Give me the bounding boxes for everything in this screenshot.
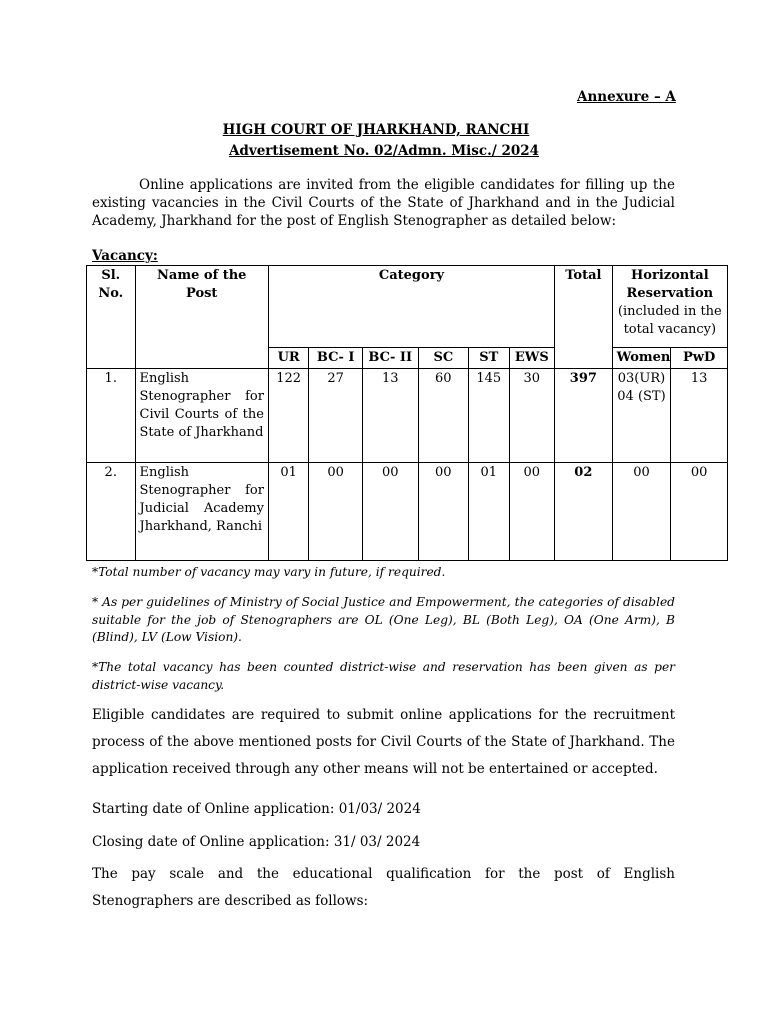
cell-sc: 60 — [418, 369, 469, 463]
cell-bc1: 27 — [309, 369, 363, 463]
vacancy-table — [86, 265, 728, 561]
header-bc2: BC- II — [362, 348, 418, 369]
header-bc1: BC- I — [309, 348, 363, 369]
cell-ur: 122 — [268, 369, 308, 463]
cell-bc1: 00 — [309, 463, 363, 561]
note-vacancy-variation: *Total number of vacancy may vary in future, if required. — [92, 565, 446, 579]
header-ews: EWS — [509, 348, 555, 369]
cell-st: 145 — [469, 369, 509, 463]
cell-ews: 00 — [509, 463, 555, 561]
cell-st: 01 — [469, 463, 509, 561]
cell-pwd: 00 — [671, 463, 728, 561]
cell-sl: 1. — [87, 369, 136, 463]
start-date: Starting date of Online application: 01/03/ 2024 — [92, 801, 421, 817]
intro-paragraph: Online applications are invited from the eligible candidates for filling up the existing vacancies in the Civil Courts of the State of Jharkhand and in the Judicial Academy, Jharkhand for the post of English Stenographer as detailed below: — [92, 177, 675, 229]
cell-women — [612, 369, 671, 463]
header-pwd: PwD — [671, 348, 728, 369]
cell-sc: 00 — [418, 463, 469, 561]
annexure-label: Annexure – A — [577, 89, 676, 105]
cell-ur: 01 — [268, 463, 308, 561]
header-sc: SC — [418, 348, 469, 369]
cell-post: English Stenographer for Judicial Academy Jharkhand, Ranchi — [135, 463, 268, 561]
header-total: Total — [555, 266, 613, 369]
table-row — [87, 463, 728, 561]
cell-post: English Stenographer for Civil Courts of the State of Jharkhand — [135, 369, 268, 463]
header-ur: UR — [268, 348, 308, 369]
header-st: ST — [469, 348, 509, 369]
eligibility-paragraph: Eligible candidates are required to submit online applications for the recruitment process of the above mentioned posts for Civil Courts of the State of Jharkhand. The application received through any other means will not be entertained or accepted. — [92, 707, 675, 777]
pay-scale-paragraph: The pay scale and the educational qualification for the post of English Stenographers are described as follows: — [92, 866, 675, 909]
advertisement-number: Advertisement No. 02/Admn. Misc./ 2024 — [228, 143, 540, 159]
note-disabled-categories: * As per guidelines of Ministry of Social Justice and Empowerment, the categories of disabled suitable for the job of Stenographers are OL (One Leg), BL (Both Leg), OA (One Arm), B (Blind), LV (Low Vision). — [92, 595, 675, 644]
cell-ews: 30 — [509, 369, 555, 463]
header-post: Name of the Post — [135, 266, 268, 369]
cell-total: 397 — [555, 369, 613, 463]
header-women: Women — [612, 348, 671, 369]
closing-date: Closing date of Online application: 31/ 03/ 2024 — [92, 834, 421, 850]
cell-total: 02 — [555, 463, 613, 561]
table-row — [87, 369, 728, 463]
women-line-1: 03(UR) — [617, 371, 666, 386]
vacancy-label: Vacancy: — [92, 248, 158, 264]
header-horizontal-reservation — [612, 266, 727, 348]
cell-sl: 2. — [87, 463, 136, 561]
women-line-2: 04 (ST) — [617, 389, 666, 404]
header-sl-no: Sl. No. — [87, 266, 136, 369]
cell-bc2: 13 — [362, 369, 418, 463]
horizontal-title: Horizontal Reservation — [626, 268, 714, 301]
header-category: Category — [268, 266, 554, 348]
cell-women: 00 — [612, 463, 671, 561]
cell-bc2: 00 — [362, 463, 418, 561]
note-district-wise: *The total vacancy has been counted district-wise and reservation has been given as per district-wise vacancy. — [92, 660, 675, 692]
horizontal-note: (included in the total vacancy) — [617, 304, 722, 337]
cell-pwd: 13 — [671, 369, 728, 463]
court-title: HIGH COURT OF JHARKHAND, RANCHI — [222, 122, 530, 138]
